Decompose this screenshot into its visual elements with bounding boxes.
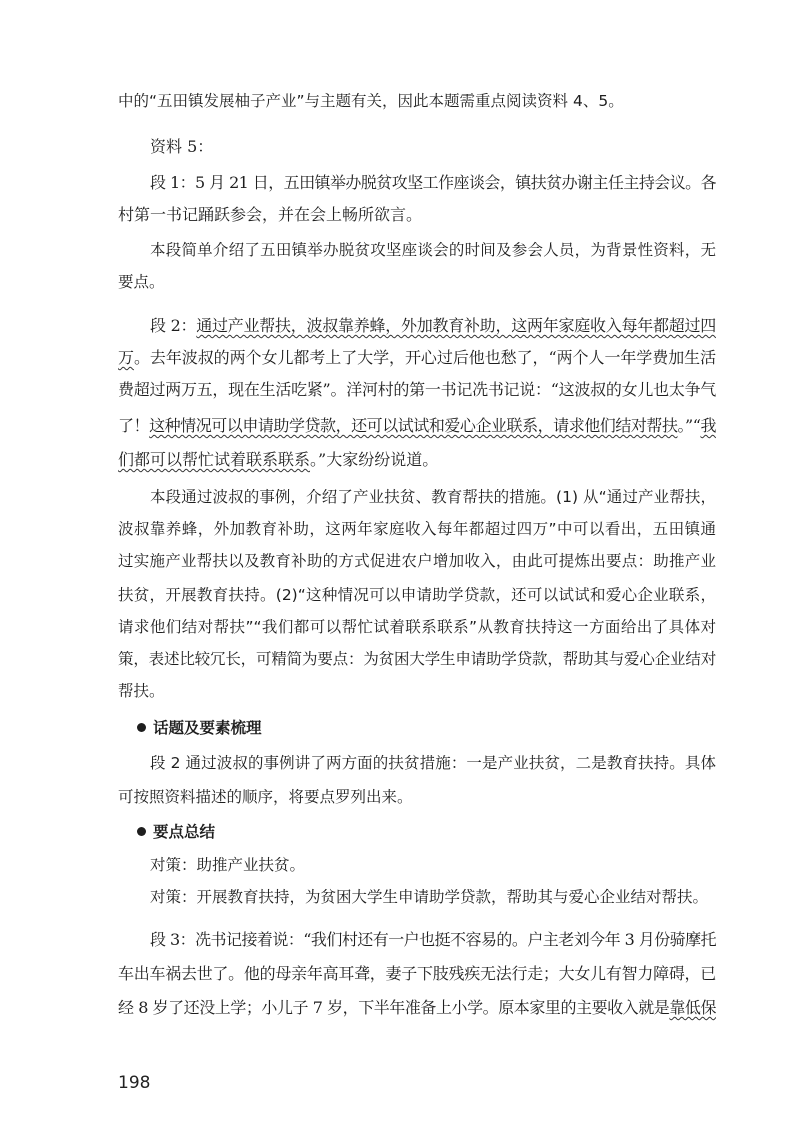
- para2-line: [118, 346, 716, 376]
- analysis2-line: 策，表述比较冗长，可精简为要点：为贫困大学生申请助学贷款，帮助其与爱心企业结对: [118, 650, 716, 668]
- summary-point: 对策：开展教育扶持，为贫困大学生申请助学贷款，帮助其与爱心企业结对帮扶。: [150, 888, 709, 906]
- material-label: 资料 5：: [150, 137, 214, 156]
- para2-line: [118, 378, 716, 408]
- analysis3-line: 段 2 通过波叔的事例讲了两方面的扶贫措施：一是产业扶贫，二是教育扶持。具体: [150, 754, 716, 772]
- analysis2-line: 帮扶。: [118, 682, 165, 700]
- text-segment: 车出车祸去世了。他的母亲年高耳聋，妻子下肢残疾无法行走；大女儿有智力障碍，已: [118, 964, 716, 983]
- text-segment: 了！: [118, 416, 150, 435]
- text-segment: 。”大家纷纷说道。: [310, 450, 439, 469]
- summary-heading: [137, 820, 537, 850]
- text-segment: 段 2：: [150, 316, 197, 335]
- analysis2-line: 过实施产业帮扶以及教育补助的方式促进农户增加收入，由此可提炼出要点：助推产业: [118, 552, 716, 570]
- para2-line: [150, 314, 716, 344]
- bullet-icon: [137, 723, 146, 732]
- analysis3-line: 可按照资料描述的顺序，将要点罗列出来。: [118, 788, 413, 806]
- para1-line: 村第一书记踊跃参会，并在会上畅所欲言。: [118, 205, 423, 224]
- analysis1-line: 本段简单介绍了五田镇举办脱贫攻坚座谈会的时间及参会人员，为背景性资料，无: [150, 241, 716, 259]
- text-segment: 。去年波叔的两个女儿都考上了大学，开心过后他也愁了，“两个人一年学费加生活: [133, 348, 716, 367]
- para1-line: 段 1：5 月 21 日，五田镇举办脱贫攻坚工作座谈会，镇扶贫办谢主任主持会议。各: [150, 173, 716, 192]
- summary-heading-text: 要点总结: [153, 823, 216, 841]
- text-segment: 费超过两万五，现在生活吃紧”。洋河村的第一书记冼书记说：“这波叔的女儿也太争气: [118, 380, 716, 399]
- topic-heading: [137, 716, 537, 746]
- bullet-icon: [137, 827, 146, 836]
- highlighted-text: 们都可以帮忙试着联系联系: [118, 450, 311, 469]
- para2-line: [118, 448, 716, 478]
- topic-heading-text: 话题及要素梳理: [153, 719, 262, 737]
- page-number: 198: [118, 1073, 151, 1093]
- para3-line: [150, 928, 716, 958]
- analysis2-line: 波叔靠养蜂，外加教育补助，这两年家庭收入每年都超过四万”中可以看出，五田镇通: [118, 520, 716, 538]
- analysis2-line: 本段通过波叔的事例，介绍了产业扶贫、教育帮扶的措施。(1) 从“通过产业帮扶，: [150, 488, 716, 506]
- analysis1-line: 要点。: [118, 273, 165, 291]
- analysis2-line: 请求他们结对帮扶”“我们都可以帮忙试着联系联系”从教育扶持这一方面给出了具体对: [118, 618, 716, 636]
- highlighted-text: 靠低保: [669, 998, 716, 1017]
- para3-line: [118, 962, 716, 992]
- intro-line: 中的“五田镇发展柚子产业”与主题有关，因此本题需重点阅读资料 4、5。: [118, 92, 624, 110]
- para3-line: [118, 996, 716, 1026]
- highlighted-text: 我: [700, 416, 716, 435]
- analysis2-line: 扶贫，开展教育扶持。(2)“这种情况可以申请助学贷款，还可以试试和爱心企业联系，: [118, 586, 716, 604]
- text-segment: 。”“: [677, 416, 701, 435]
- text-segment: 段 3：冼书记接着说：“我们村还有一户也挺不容易的。户主老刘今年 3 月份骑摩托: [150, 930, 716, 949]
- highlighted-text: 这种情况可以申请助学贷款，还可以试试和爱心企业联系，请求他们结对帮扶: [149, 416, 678, 435]
- summary-point: 对策：助推产业扶贫。: [150, 856, 306, 874]
- highlighted-text: 通过产业帮扶，波叔靠养蜂，外加教育补助，这两年家庭收入每年都超过四: [196, 316, 716, 335]
- highlighted-text: 万: [118, 348, 134, 367]
- text-segment: 经 8 岁了还没上学；小儿子 7 岁，下半年准备上小学。原本家里的主要收入就是: [118, 998, 670, 1017]
- para2-line: [118, 414, 716, 444]
